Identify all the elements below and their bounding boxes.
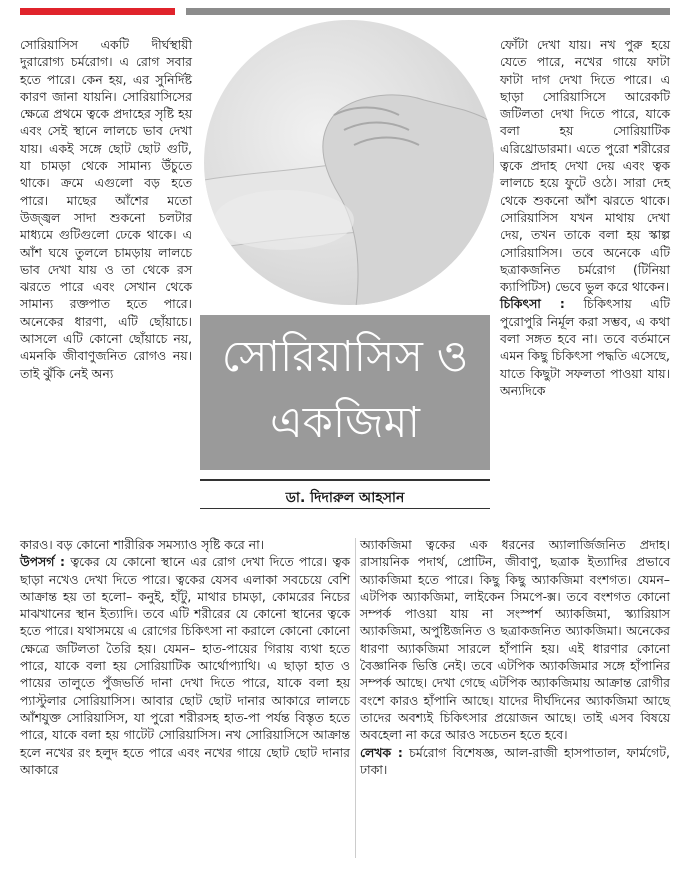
header-accent-bar-gray xyxy=(186,8,670,15)
writer-text: চর্মরোগ বিশেষজ্ঞ, আল-রাজী হাসপাতাল, ফার্মগেট, ঢাকা। xyxy=(360,744,670,777)
continuation-paragraph: কারও। বড় কোনো শারীরিক সমস্যাও সৃষ্টি করে না। xyxy=(20,537,265,552)
header-accent-bar-red xyxy=(20,8,175,15)
symptom-paragraph xyxy=(20,553,350,778)
treatment-text: চিকিৎসায় এটি পুরোপুরি নির্মূল করা সম্ভব, এ কথা বলা সঙ্গত হবে না। তবে বর্তমানে এমন কিছু চিকিৎসা পদ্ধতি এসেছে, যাতে কিছুটা সফলতা পাওয়া যায়। অন্যদিকে xyxy=(500,296,670,398)
author-rule-top xyxy=(200,479,490,481)
right-paragraph: ফোঁটা দেখা যায়। নখ পুরু হয়ে যেতে পারে, নখের গায়ে ফাটা ফাটা দাগ দেখা দিতে পারে। এ ছাড়া সোরিয়াসিসে আরেকটি জটিলতা দেখা দিতে পারে, যাকে বলা হয় সোরিয়াটিক এরিথ্রোডারমা। এতে পুরো শরীরের ত্বকে প্রদাহ দেখা দেয় এবং ত্বক লালচে হয়ে ফুটে ওঠে। সারা দেহ থেকে শুকনো আঁশ ঝরতে থাকে। সোরিয়াসিস যখন মাথায় দেখা দেয়, তখন তাকে বলা হয় স্কাল্প সোরিয়াসিস। তবে অনেকে এটি ছত্রাকজনিত চর্মরোগ (টিনিয়া ক্যাপিটিস) ভেবে ভুল করে থাকেন। xyxy=(500,37,670,295)
article-column-left xyxy=(20,36,192,382)
writer-label: লেখক : xyxy=(360,744,403,760)
writer-credit xyxy=(360,744,670,779)
author-rule-bottom xyxy=(200,508,490,509)
treatment-label: চিকিৎসা : xyxy=(500,296,565,312)
arm-scratching-photo xyxy=(204,20,494,305)
article-column-bottom-left xyxy=(20,536,350,778)
treatment-paragraph xyxy=(500,295,670,399)
article-column-bottom-right xyxy=(360,536,670,778)
eczema-paragraph: অ্যাকজিমা ত্বকের এক ধরনের অ্যালার্জিজনিত প্রদাহ। রাসায়নিক পদার্থ, প্রোটিন, জীবাণু, ছত্রাক ইত্যাদির প্রভাবে অ্যাকজিমা হতে পারে। কিছু কিছু অ্যাকজিমা বংশগত। যেমন– এটপিক অ্যাকজিমা, লাইকেন সিমপে-ক্স। তবে বংশগত কোনো সম্পর্ক পাওয়া যায় না সংস্পর্শ অ্যাকজিমা, স্ক্যারিয়াস অ্যাকজিমা, অপুষ্টিজনিত ও ছত্রাকজনিত অ্যাকজিমা। অনেকের ধারণা অ্যাকজিমা সারলে হাঁপানি হয়। এই ধারণার কোনো বৈজ্ঞানিক ভিত্তি নেই। তবে এটপিক অ্যাকজিমার সঙ্গে হাঁপানির সম্পর্ক আছে। দেখা গেছে এটপিক অ্যাকজিমায় আক্রান্ত রোগীর বংশে কারও হাঁপানি আছে। যাদের দীর্ঘদিনের অ্যাকজিমা আছে তাদের অবশ্যই চিকিৎসার প্রয়োজন আছে। তাই এসব বিষয়ে অবহেলা না করে আরও সচেতন হতে হবে। xyxy=(360,537,670,743)
article-title: সোরিয়াসিস ও একজিমা xyxy=(221,332,469,448)
article-author: ডা. দিদারুল আহসান xyxy=(285,490,405,506)
arm-illustration xyxy=(204,20,494,305)
article-column-right xyxy=(500,36,670,399)
intro-paragraph: সোরিয়াসিস একটি দীর্ঘস্থায়ী দুরারোগ্য চর্মরোগ। এ রোগ সবার হতে পারে। কেন হয়, এর সুনির্দিষ্ট কারণ জানা যায়নি। সোরিয়াসিসের ক্ষেত্রে প্রথমে ত্বকে প্রদাহের সৃষ্টি হয় এবং সেই স্থানে লালচে ভাব দেখা যায়। একই সঙ্গে ছোট ছোট গুটি, যা চামড়া থেকে সামান্য উঁচুতে থাকে। ক্রমে এগুলো বড় হতে পারে। মাছের আঁশের মতো উজ্জ্বল সাদা শুকনো চলটার মাধ্যমে গুটিগুলো ঢেকে থাকে। এ আঁশ ঘষে তুললে চামড়ায় লালচে ভাব দেখা যায় ও তা থেকে রস ঝরতে পারে এবং সেখান থেকে সামান্য রক্তপাত হতে পারে। অনেকের ধারণা, এটি ছোঁয়াচে। আসলে এটি কোনো ছোঁয়াচে নয়, এমনকি জীবাণুজনিত রোগও নয়। তাই ঝুঁকি নেই অন্য xyxy=(20,37,192,381)
symptom-text: ত্বকের যে কোনো স্থানে এর রোগ দেখা দিতে পারে। ত্বক ছাড়া নখেও দেখা দিতে পারে। ত্বকের যেসব এলাকা সবচেয়ে বেশি আক্রান্ত হয় তা হলো– কনুই, হাঁটু, মাথার চামড়া, কোমরের নিচের মাঝখানের স্থান ইত্যাদি। তবে এটি শরীরের যে কোনো স্থানের ত্বকে হতে পারে। যথাসময়ে এ রোগের চিকিৎসা না করালে কোনো কোনো ক্ষেত্রে জটিলতা তৈরি হয়। যেমন– হাত-পায়ের গিরায় ব্যথা হতে পারে, যাকে বলা হয় সোরিয়াটিক আর্থোপ্যাথি। এ ছাড়া হাত ও পায়ের তালুতে পুঁজভর্তি দানা দেখা দিতে পারে, যাকে বলা হয় প্যাস্টুলার সোরিয়াসিস। আবার ছোট ছোট দানার আকারে লালচে আঁশযুক্ত সোরিয়াসিস, যা পুরো শরীরসহ হাত-পা পর্যন্ত বিস্তৃত হতে পারে, যাকে বলা হয় গাটেট সোরিয়াসিস। নখ সোরিয়াসিসে আক্রান্ত হলে নখের রং হলুদ হতে পারে এবং নখের গায়ে ছোট ছোট দানার আকারে xyxy=(20,554,350,777)
column-divider xyxy=(355,538,356,858)
symptom-label: উপসর্গ : xyxy=(20,554,65,570)
